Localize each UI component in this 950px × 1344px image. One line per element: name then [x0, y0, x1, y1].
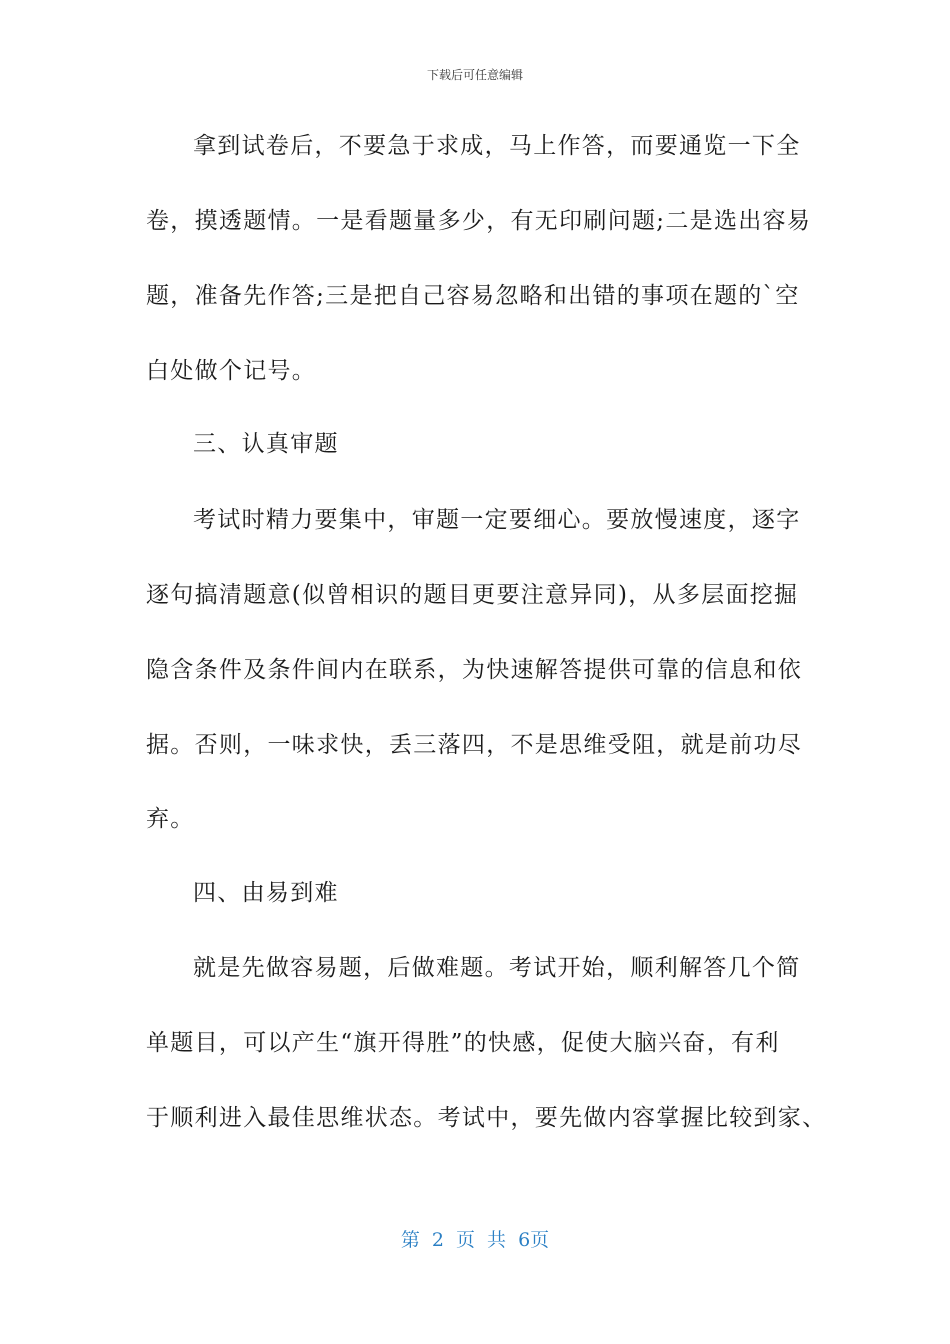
text-line: 于顺利进入最佳思维状态。考试中，要先做内容掌握比较到家、	[146, 1105, 827, 1131]
text-line: 单题目，可以产生“旗开得胜”的快感，促使大脑兴奋，有利	[146, 1030, 780, 1056]
section-heading: 三、认真审题	[193, 431, 339, 457]
text-line: 考试时精力要集中，审题一定要细心。要放慢速度，逐字	[193, 507, 801, 533]
text-line: 隐含条件及条件间内在联系，为快速解答提供可靠的信息和依	[146, 657, 803, 683]
page-footer: 第 2 页 共 6页	[400, 1229, 550, 1251]
text-line: 据。否则，一味求快，丢三落四，不是思维受阻，就是前功尽	[146, 732, 803, 758]
text-line: 题，准备先作答;三是把自己容易忽略和出错的事项在题的`空	[146, 283, 800, 309]
text-line: 白处做个记号。	[146, 358, 317, 384]
text-line: 拿到试卷后，不要急于求成，马上作答，而要通览一下全	[193, 133, 801, 159]
text-line: 逐句搞清题意(似曾相识的题目更要注意异同)，从多层面挖掘	[146, 582, 799, 608]
header-note: 下载后可任意编辑	[426, 68, 523, 82]
text-line: 就是先做容易题，后做难题。考试开始，顺利解答几个简	[193, 955, 801, 981]
section-heading: 四、由易到难	[193, 880, 339, 906]
text-line: 卷，摸透题情。一是看题量多少，有无印刷问题;二是选出容易	[146, 208, 812, 234]
text-line: 弃。	[146, 806, 195, 832]
